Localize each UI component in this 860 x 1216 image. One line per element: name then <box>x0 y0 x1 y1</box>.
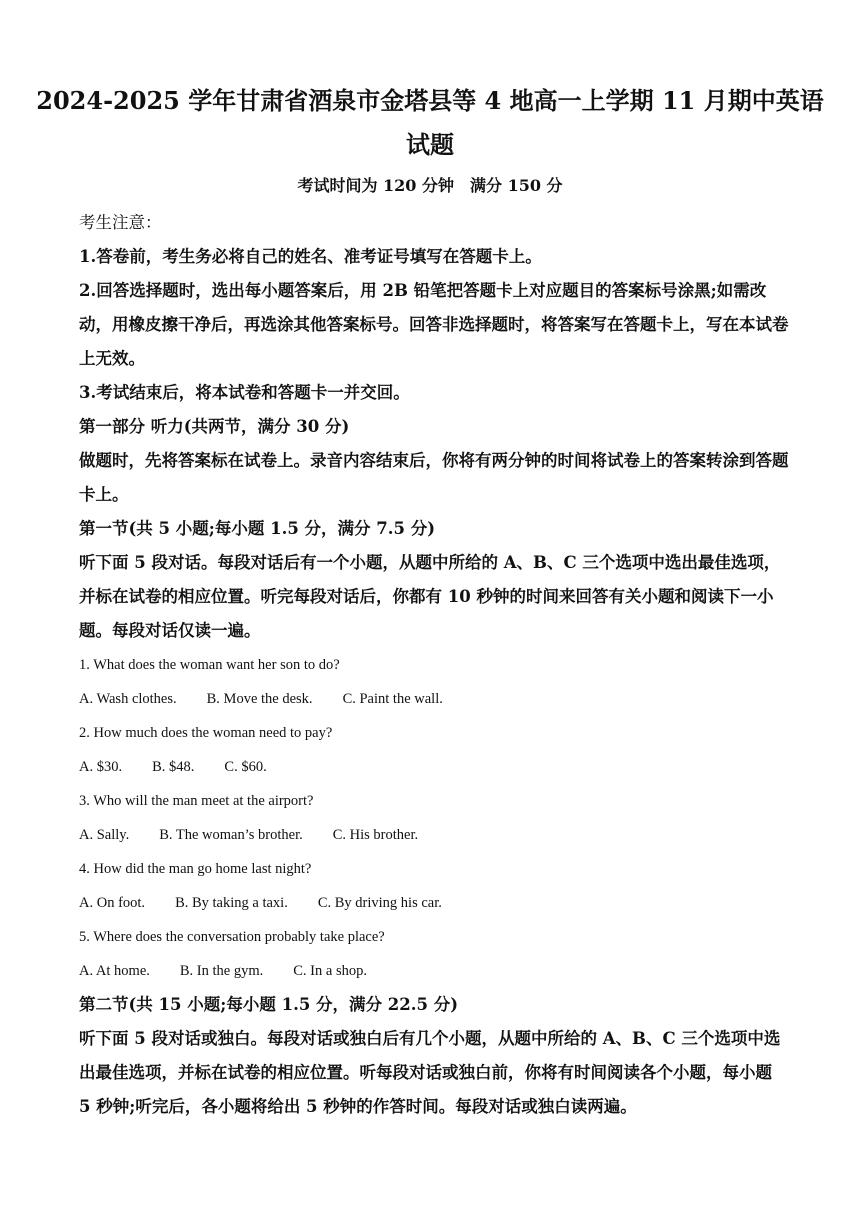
question-4-options <box>79 886 789 920</box>
question-4-option-a: A. On foot. <box>79 895 146 911</box>
question-1-option-a: A. Wash clothes. <box>79 691 177 707</box>
section1-instruction: 听下面 5 段对话。每段对话后有一个小题，从题中所给的 A、B、C 三个选项中选出最佳选项，并标在试卷的相应位置。听完每段对话后，你都有 10 秒钟的时间来回答有关小题和阅读下一小题。每段对话仅读一遍。 <box>79 553 781 640</box>
notice-item-3: 3.考试结束后，将本试卷和答题卡一并交回。 <box>79 383 410 402</box>
question-3-option-b: B. The woman’s brother. <box>159 827 303 843</box>
exam-time-and-score: 考试时间为 120 分钟 满分 150 分 <box>297 176 563 195</box>
question-1: 1. What does the woman want her son to do? <box>79 657 340 673</box>
exam-title-line-2: 试题 <box>406 130 454 159</box>
question-3-option-c: C. His brother. <box>332 827 419 843</box>
question-2-option-b: B. $48. <box>152 759 195 775</box>
question-4: 4. How did the man go home last night? <box>79 861 312 877</box>
question-5-options <box>79 954 789 988</box>
question-1-option-b: B. Move the desk. <box>206 691 313 707</box>
question-2-option-a: A. $30. <box>79 759 123 775</box>
notice-item-2: 2.回答选择题时，选出每小题答案后，用 2B 铅笔把答题卡上对应题目的答案标号涂黑;如需改动，用橡皮擦干净后，再选涂其他答案标号。回答非选择题时，将答案写在答题卡上，写在本试卷上无效。 <box>79 281 789 368</box>
question-3: 3. Who will the man meet at the airport? <box>79 793 314 809</box>
question-2-option-c: C. $60. <box>224 759 267 775</box>
question-5-option-a: A. At home. <box>79 963 150 979</box>
part1-instruction: 做题时，先将答案标在试卷上。录音内容结束后，你将有两分钟的时间将试卷上的答案转涂到答题卡上。 <box>79 451 789 504</box>
notice-item-1: 1.答卷前，考生务必将自己的姓名、准考证号填写在答题卡上。 <box>79 247 542 266</box>
question-3-options <box>79 818 789 852</box>
section1-heading: 第一节(共 5 小题;每小题 1.5 分，满分 7.5 分) <box>79 519 436 538</box>
notice-heading: 考生注意： <box>79 213 162 232</box>
exam-content <box>79 206 789 1124</box>
question-1-options <box>79 682 789 716</box>
question-3-option-a: A. Sally. <box>79 827 130 843</box>
exam-title-line-1: 2024-2025 学年甘肃省酒泉市金塔县等 4 地高一上学期 11 月期中英语 <box>36 86 824 115</box>
question-2: 2. How much does the woman need to pay? <box>79 725 333 741</box>
question-4-option-b: B. By taking a taxi. <box>175 895 288 911</box>
question-5-option-b: B. In the gym. <box>179 963 264 979</box>
question-5-option-c: C. In a shop. <box>293 963 367 979</box>
question-2-options <box>79 750 789 784</box>
section2-heading: 第二节(共 15 小题;每小题 1.5 分，满分 22.5 分) <box>79 995 459 1014</box>
part1-heading: 第一部分 听力(共两节，满分 30 分) <box>79 417 350 436</box>
question-5: 5. Where does the conversation probably take place? <box>79 929 385 945</box>
question-1-option-c: C. Paint the wall. <box>342 691 443 707</box>
section2-instruction: 听下面 5 段对话或独白。每段对话或独白后有几个小题，从题中所给的 A、B、C 三个选项中选出最佳选项，并标在试卷的相应位置。听每段对话或独白前，你将有时间阅读各个小题，每小题 5 秒钟;听完后，各小题将给出 5 秒钟的作答时间。每段对话或独白读两遍。 <box>79 1029 781 1116</box>
question-4-option-c: C. By driving his car. <box>317 895 442 911</box>
